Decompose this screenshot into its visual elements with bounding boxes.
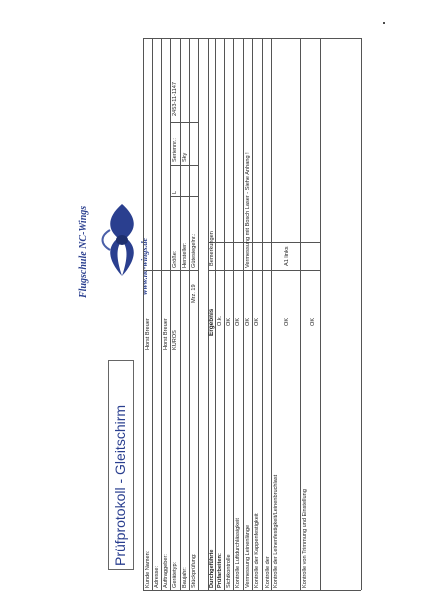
info-label: Kunde Namen: (145, 550, 151, 588)
rule (152, 38, 153, 590)
logo-website: www.nc-wings.de (140, 237, 149, 295)
info-label: Stückprüfung: (191, 553, 197, 588)
rule (243, 38, 244, 590)
info-label: Gerätetyp: (172, 561, 178, 588)
results-header-notes: Bemerkungen (209, 231, 215, 266)
rule (208, 270, 321, 271)
rule (170, 122, 198, 123)
task-label: Kontrolle der (265, 556, 271, 588)
task-ok: OK (235, 317, 241, 326)
rule (170, 165, 198, 166)
info-value: L (172, 190, 178, 194)
rule (161, 38, 162, 590)
results-sub: Prüfarbeiten: (217, 553, 223, 588)
task-ok: OK (254, 317, 260, 326)
doc-title: Prüfprotokoll - Gleitschirm (112, 404, 128, 566)
task-label: Vermessung Leinenlänge (245, 524, 251, 588)
rule (208, 242, 321, 243)
logo-title: Flugschule NC-Wings (78, 205, 89, 298)
task-label: Kontrolle von Trimmung und Einstellung (302, 489, 308, 588)
task-ok: OK (310, 317, 316, 326)
info-value: Mrz. 19 (191, 284, 197, 303)
task-ok: OK (245, 317, 251, 326)
rule (143, 590, 361, 591)
info-value: Sky (182, 152, 188, 162)
results-header-ok: Ergebnis (208, 308, 215, 336)
rule (320, 38, 321, 590)
rule (198, 38, 199, 590)
info-value: KUROS (172, 330, 178, 350)
info-label: Hersteller: (182, 242, 188, 268)
task-ok: OK (226, 317, 232, 326)
task-ok: OK (284, 317, 290, 326)
info-label: Gütesiegelnr.: (191, 233, 197, 268)
rule (224, 38, 225, 590)
task-note: A1 links (284, 246, 290, 266)
corner-mark (383, 22, 385, 24)
task-note: Vermessung mit Bosch Laser - Siehe Anhang ! (245, 152, 251, 268)
rule (215, 38, 216, 590)
rule (170, 38, 171, 590)
rule (233, 38, 234, 590)
info-label: Auftraggeber: (163, 554, 169, 588)
rule (170, 38, 198, 39)
rule (300, 38, 301, 590)
rule (262, 38, 263, 590)
task-label: Kontrolle der Leinenfestigkeit/Leinenbruchlast (273, 474, 279, 588)
rule (143, 38, 144, 590)
rule (361, 38, 362, 590)
info-label: Größe: (172, 250, 178, 268)
info-value: Horst Breuer (163, 318, 169, 350)
results-header: Durchgeführte (209, 549, 215, 588)
task-label: Kontrolle der Kappenfestigkeit (254, 513, 260, 588)
rule (271, 38, 272, 590)
info-label: Baujahr: (182, 567, 188, 588)
rule (170, 196, 198, 197)
rule (180, 38, 181, 590)
task-label: Sichtkontrolle (226, 554, 232, 588)
task-label: Kontrolle Luftdurchlässigkeit (235, 518, 241, 588)
info-label: Seriennr.: (172, 138, 178, 162)
info-value: Horst Breuer (145, 318, 151, 350)
rule (143, 270, 198, 271)
info-value: 2453-11-1147 (172, 81, 178, 116)
rule (189, 38, 190, 590)
rule (252, 38, 253, 590)
results-sub-ok: O.k. (217, 315, 223, 326)
info-label: Adresse: (154, 565, 160, 588)
